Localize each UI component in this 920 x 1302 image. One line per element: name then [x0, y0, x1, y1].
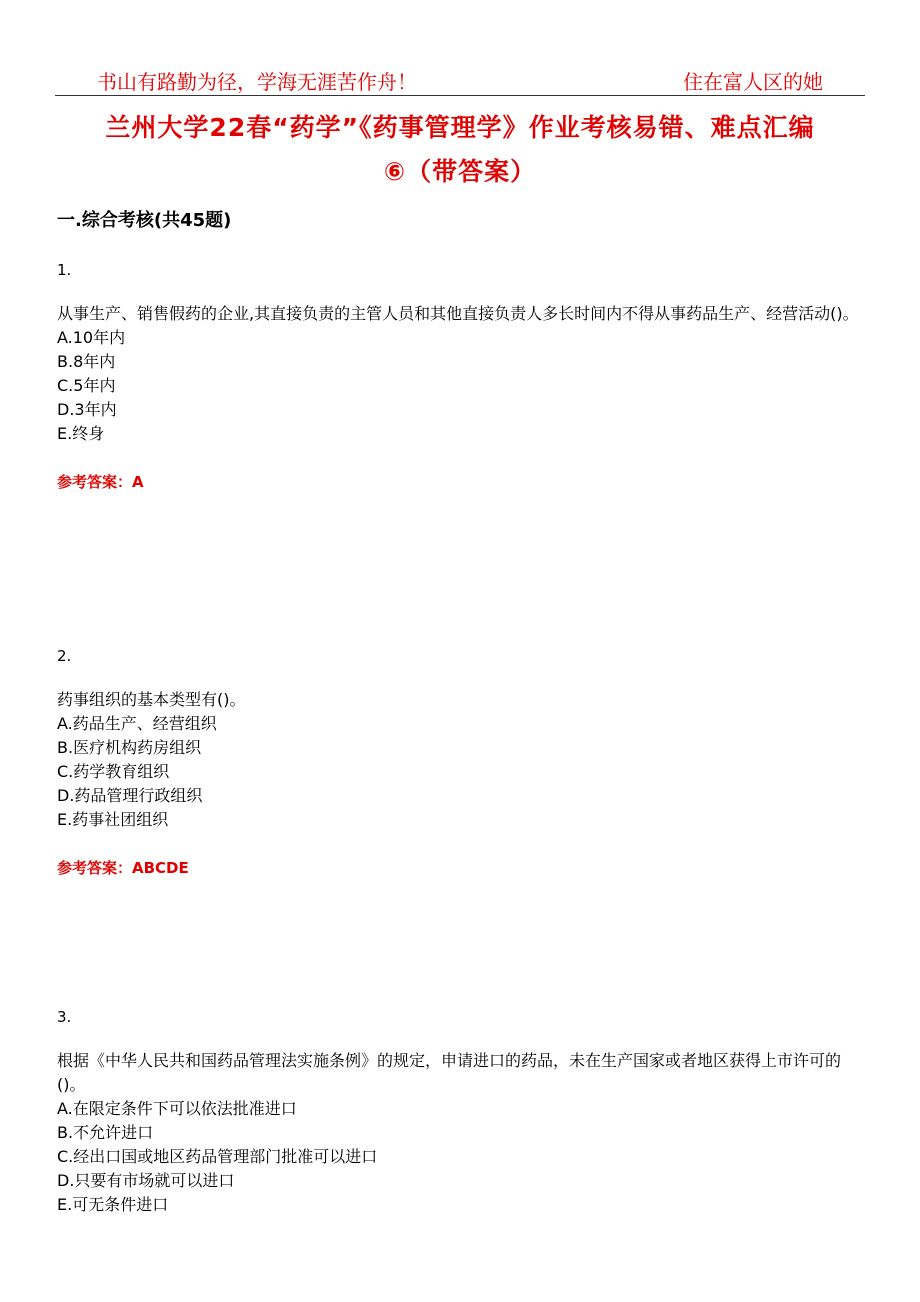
- option-d: D.药品管理行政组织: [57, 786, 203, 805]
- header-motto: 书山有路勤为径，学海无涯苦作舟！: [97, 70, 417, 94]
- question-number: 3.: [57, 1008, 72, 1026]
- option-d: D.只要有市场就可以进口: [57, 1171, 235, 1190]
- answer-key: 参考答案：A: [57, 473, 144, 491]
- header-tagline: 住在富人区的她: [683, 70, 823, 94]
- option-c: C.经出口国或地区药品管理部门批准可以进口: [57, 1147, 378, 1166]
- question-1: [57, 258, 867, 494]
- question-number: 2.: [57, 647, 72, 665]
- option-a: A.10年内: [57, 328, 126, 347]
- question-stem: 药事组织的基本类型有()。: [57, 690, 246, 709]
- option-a: A.在限定条件下可以依法批准进口: [57, 1099, 297, 1118]
- option-c: C.药学教育组织: [57, 762, 170, 781]
- document-title-line1: 兰州大学22春“药学”《药事管理学》作业考核易错、难点汇编: [105, 113, 815, 142]
- option-b: B.医疗机构药房组织: [57, 738, 202, 757]
- option-e: E.终身: [57, 424, 105, 443]
- question-stem: 从事生产、销售假药的企业,其直接负责的主管人员和其他直接负责人多长时间内不得从事药品生产、经营活动()。: [57, 304, 859, 323]
- option-e: E.可无条件进口: [57, 1195, 169, 1214]
- answer-key: 参考答案：ABCDE: [57, 859, 189, 877]
- question-stem: 根据《中华人民共和国药品管理法实施条例》的规定，申请进口的药品，未在生产国家或者地区获得上市许可的()。: [57, 1051, 842, 1094]
- option-c: C.5年内: [57, 376, 116, 395]
- header-divider: [55, 95, 865, 96]
- section-heading: 一.综合考核(共45题): [57, 210, 232, 231]
- question-2: [57, 644, 867, 880]
- option-b: B.8年内: [57, 352, 116, 371]
- question-3: [57, 1005, 867, 1217]
- option-e: E.药事社团组织: [57, 810, 169, 829]
- option-d: D.3年内: [57, 400, 117, 419]
- document-title-line2: ⑥（带答案）: [383, 157, 537, 186]
- option-a: A.药品生产、经营组织: [57, 714, 217, 733]
- question-number: 1.: [57, 261, 72, 279]
- option-b: B.不允许进口: [57, 1123, 154, 1142]
